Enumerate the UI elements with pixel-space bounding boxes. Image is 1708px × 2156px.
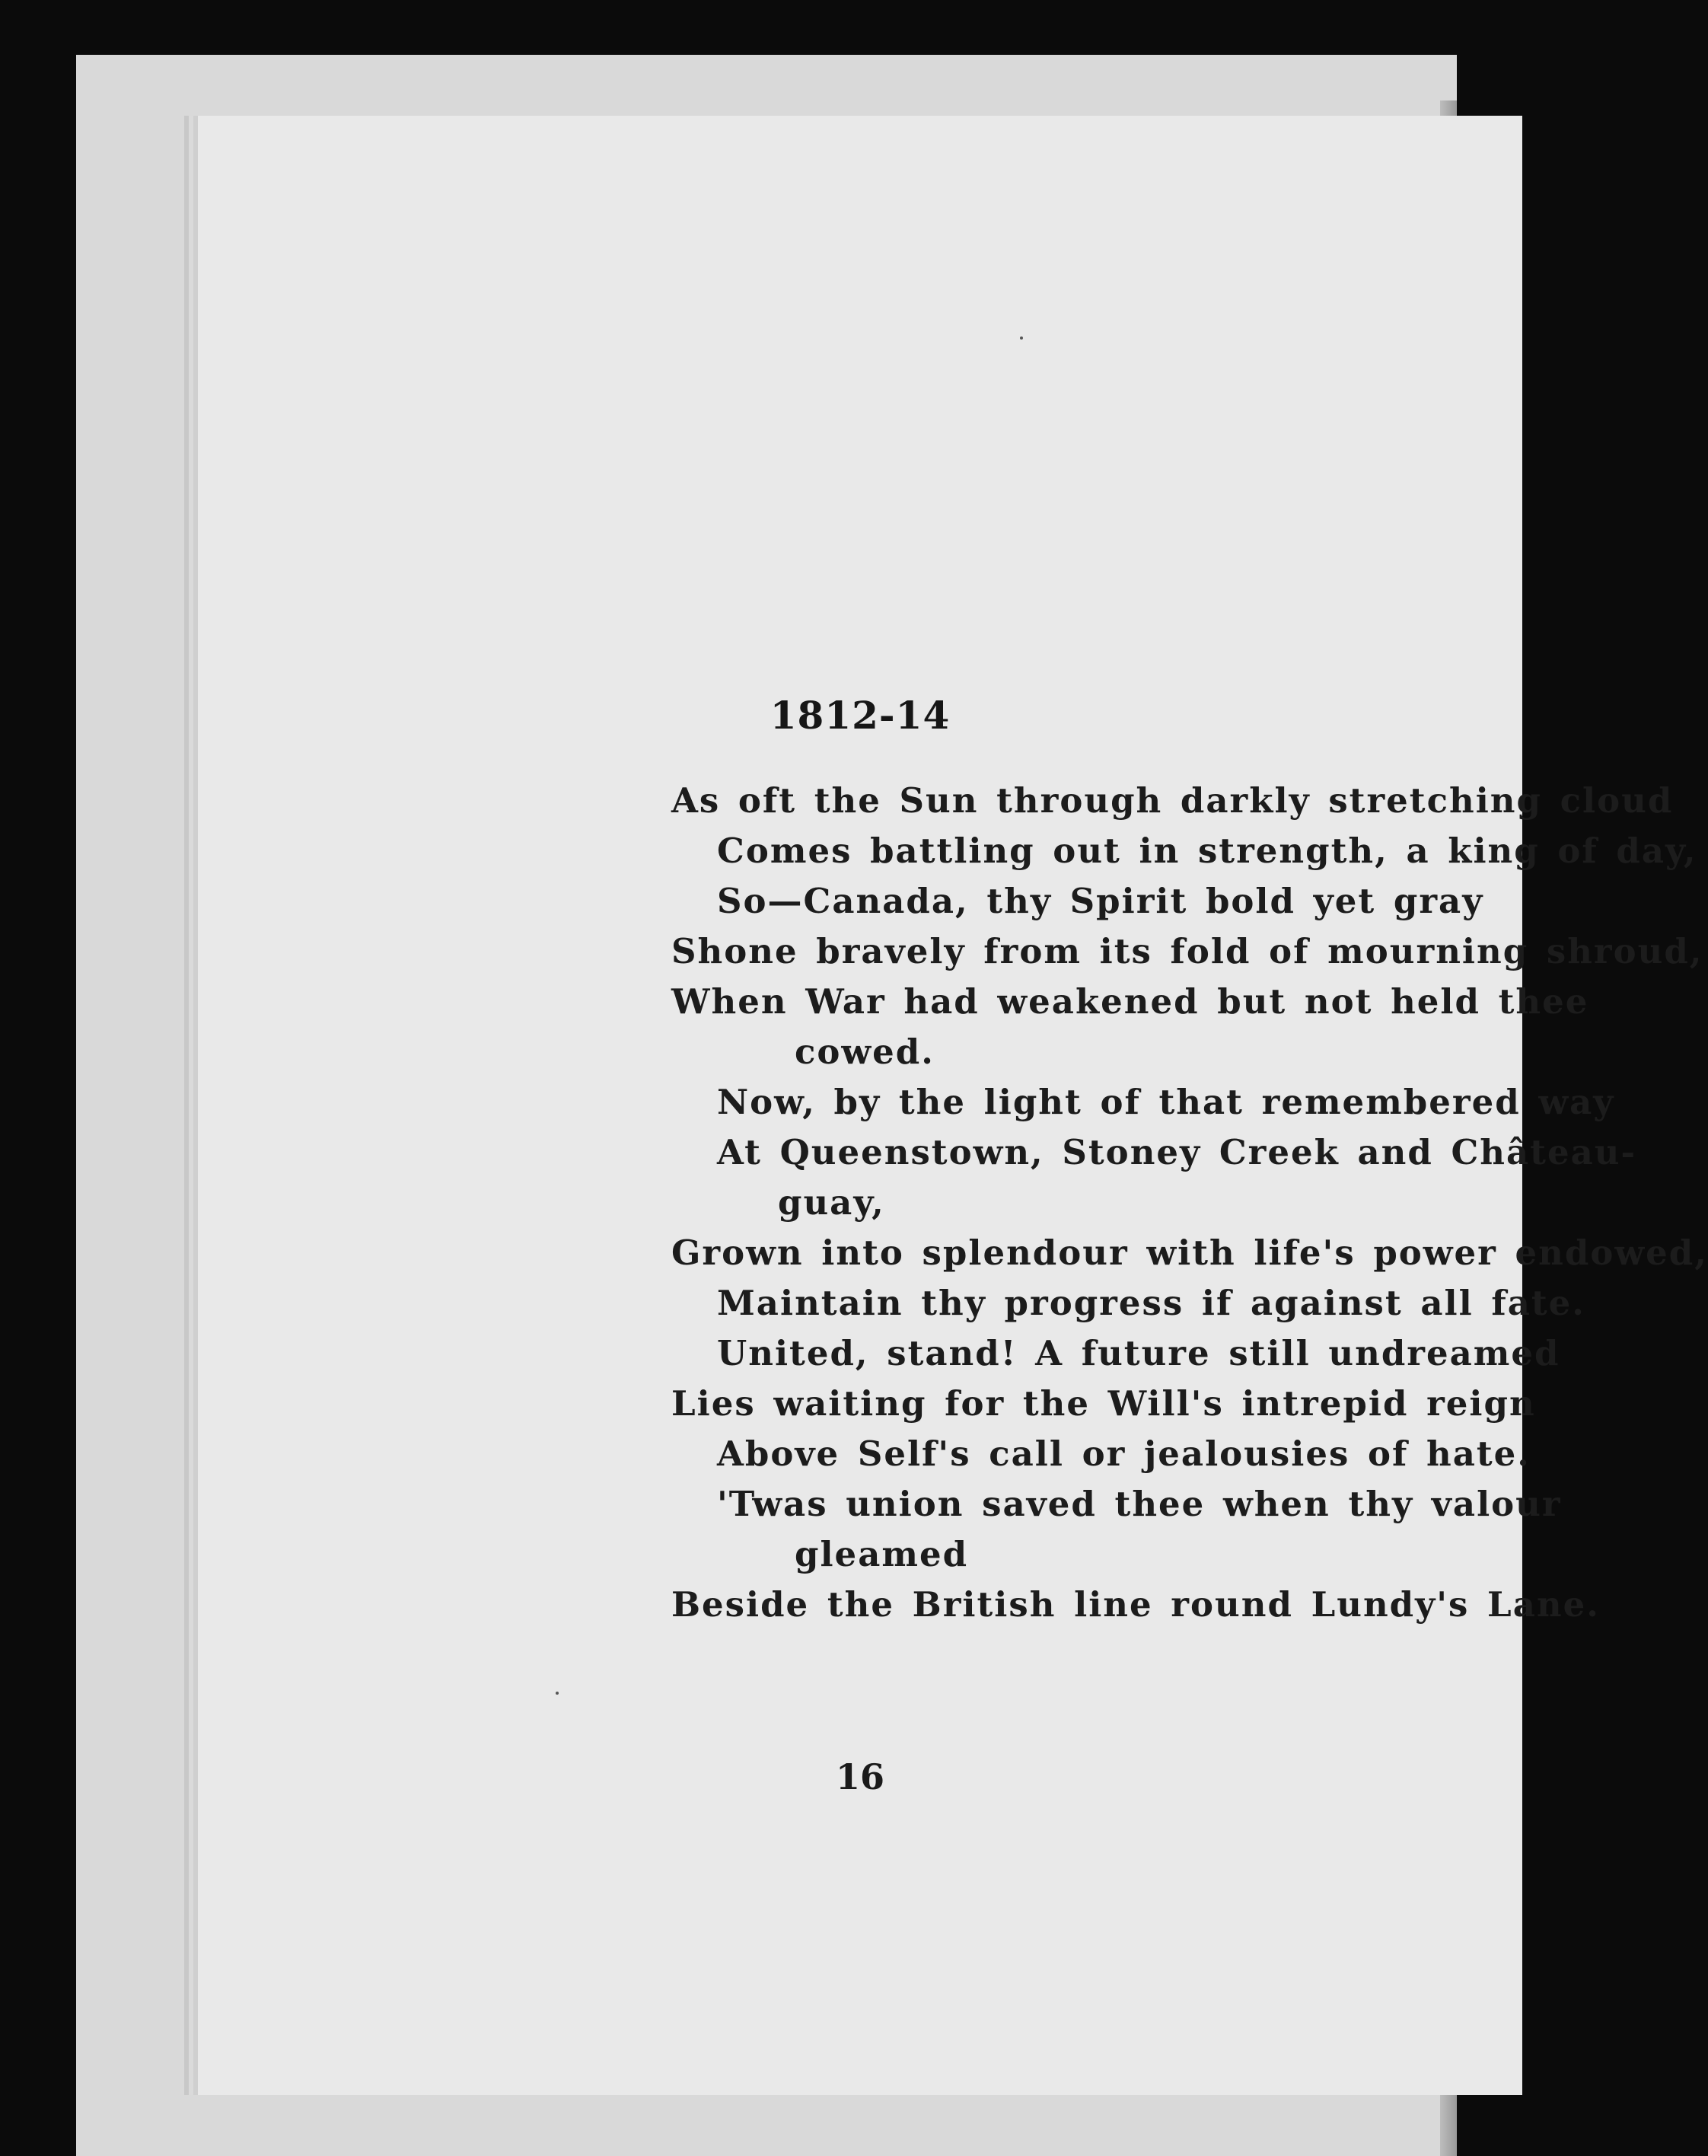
poem-line: Comes battling out in strength, a king of day, — [717, 831, 1697, 871]
page-number: 16 — [835, 1756, 884, 1797]
poem-line: At Queenstown, Stoney Creek and Château- — [717, 1132, 1637, 1172]
poem-line: gleamed — [795, 1534, 969, 1574]
poem-line: Now, by the light of that remembered way — [717, 1082, 1615, 1122]
poem-line: Shone bravely from its fold of mourning shroud, — [671, 931, 1703, 971]
page-stack — [76, 55, 1708, 2156]
poem-line: United, stand! A future still undreamed — [717, 1333, 1560, 1373]
scan-speck — [556, 1692, 559, 1695]
poem-line: guay, — [778, 1182, 885, 1223]
poem-line: Above Self's call or jealousies of hate. — [717, 1434, 1531, 1474]
poem-line: cowed. — [795, 1032, 935, 1072]
book-page — [198, 116, 1708, 2095]
poem-line: Beside the British line round Lundy's Lane. — [671, 1584, 1600, 1625]
poem-line: Lies waiting for the Will's intrepid reign — [671, 1383, 1536, 1424]
scan-speck — [1020, 336, 1023, 340]
poem-line: Maintain thy progress if against all fate. — [717, 1283, 1585, 1323]
poem-line: When War had weakened but not held thee — [671, 981, 1589, 1022]
poem-line: 'Twas union saved thee when thy valour — [717, 1484, 1562, 1524]
poem-line: So—Canada, thy Spirit bold yet gray — [717, 881, 1484, 921]
poem-line: As oft the Sun through darkly stretching cloud — [671, 780, 1674, 821]
poem-title: 1812-14 — [770, 693, 951, 738]
poem-line: Grown into splendour with life's power endowed, — [671, 1233, 1708, 1273]
